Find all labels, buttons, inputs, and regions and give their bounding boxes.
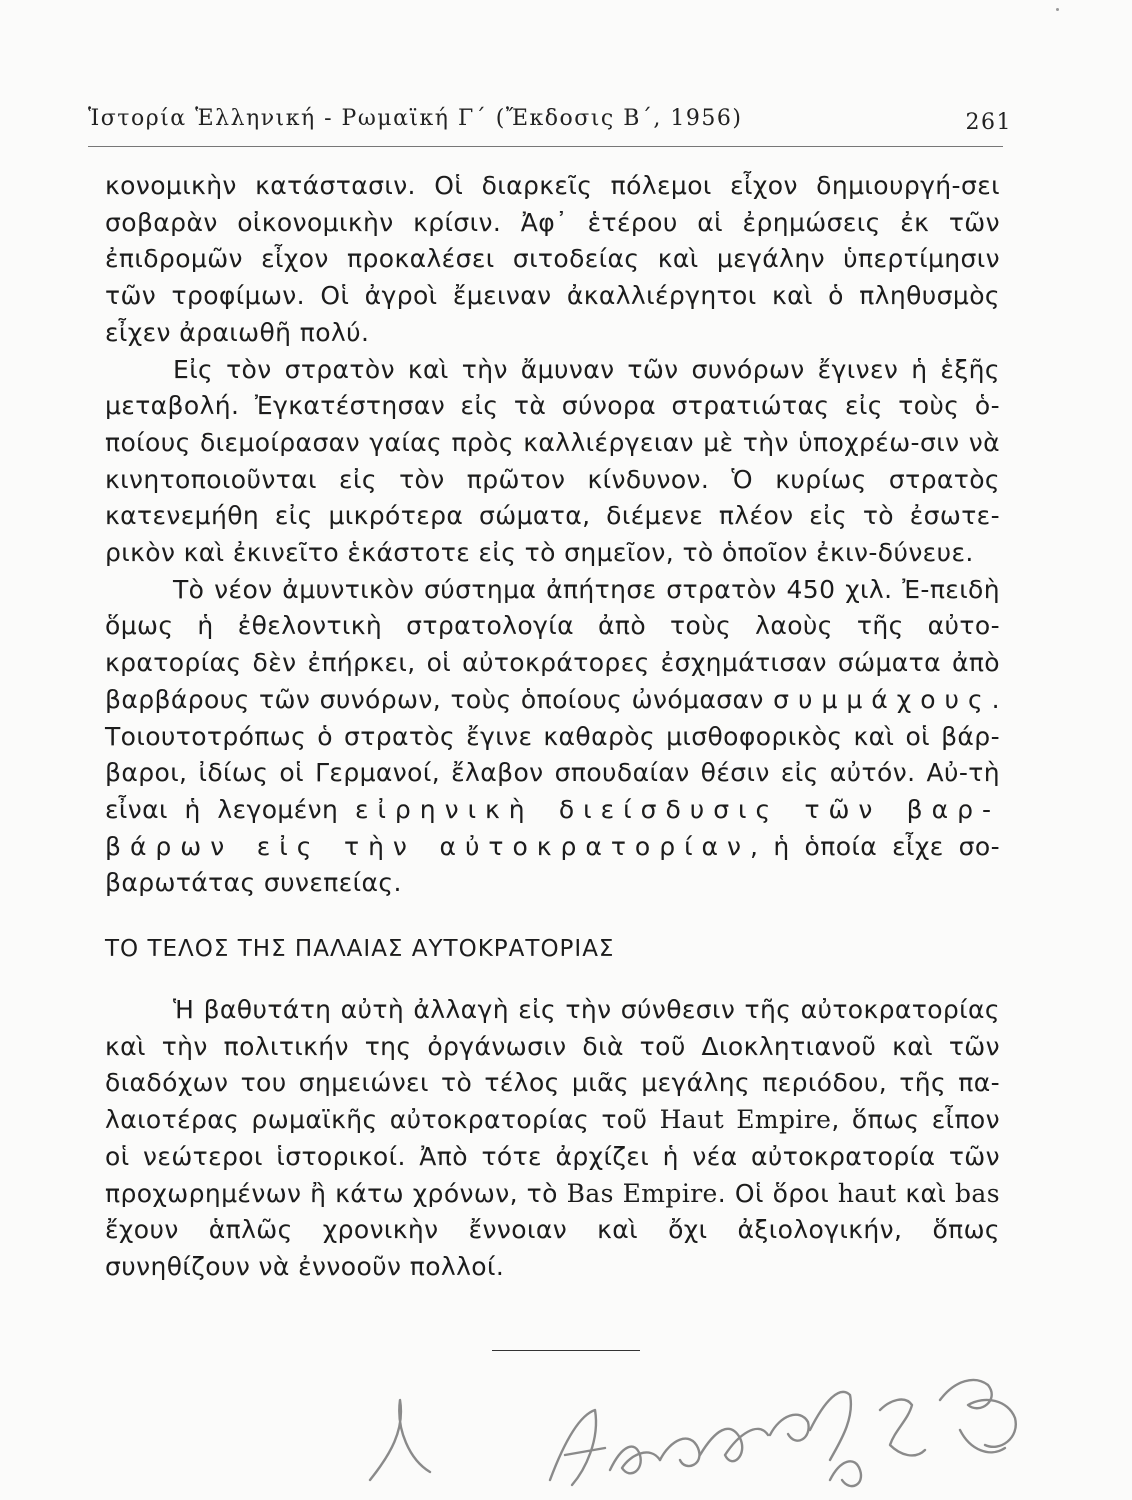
emphasis-symmachous: συμμάχους [773,684,992,714]
paragraph-3-part-1: Τὸ νέον ἀμυντικὸν σύστημα ἀπήτησε στρατὸν 450 χιλ. Ἐ-πειδὴ ὅμως ἡ ἐθελοντικὴ στρατολογία ἀπὸ τοὺς λαοὺς τῆς αὐτο-κρατορίας δὲν ἐπήρκει, οἱ αὐτοκράτορες ἐσχημάτισαν σώματα ἀπὸ βαρβάρους τῶν συνόρων, τοὺς ὁποίους ὠνόμασαν [105,574,1000,714]
paragraph-1: κονομικὴν κατάστασιν. Οἱ διαρκεῖς πόλεμοι εἶχον δημιουργή-σει σοβαρὰν οἰκονομικὴν κρίσιν. Ἀφ᾽ ἑτέρου αἱ ἐρημώσεις ἐκ τῶν ἐπιδρομῶν εἶχον προκαλέσει σιτοδείας καὶ μεγάλην ὑπερτίμησιν τῶν τροφίμων. Οἱ ἀγροὶ ἔμειναν ἀκαλλιέργητοι καὶ ὁ πληθυσμὸς εἶχεν ἀραιωθῆ πολύ. [105,171,1000,347]
latin-haut: haut [837,1178,897,1208]
end-rule [492,1350,640,1351]
page-number: 261 [965,110,1012,135]
latin-bas: bas [955,1178,1000,1208]
paragraph-3-part-3: , ἡ ὁποία εἶχε σο-βαρωτάτας συνεπείας. [105,831,1001,898]
paragraph-4-part-3: . Οἱ ὅροι [717,1178,830,1208]
section-heading: ΤΟ ΤΕΛΟΣ ΤΗΣ ΠΑΛΑΙΑΣ ΑΥΤΟΚΡΑΤΟΡΙΑΣ [105,936,615,962]
emphasis-eirenike-dieisdysis: εἰρηνικὴ διείσδυσις τῶν βαρ-βάρων εἰς τὴν αὐτοκρατορίαν [105,794,1000,861]
body-text-bottom [105,992,1000,1286]
running-head-title: Ἱστορία Ἑλληνική - Ρωμαϊκή Γ΄ (Ἔκδοσις Β΄, 1956) [88,106,743,131]
latin-bas-empire: Bas Empire [566,1178,718,1208]
running-head [88,100,1012,140]
header-rule [88,146,1003,147]
handwritten-signature [360,1360,1060,1500]
latin-haut-empire: Haut Empire [659,1105,832,1135]
paragraph-4-part-4: καὶ [905,1178,947,1208]
paragraph-4-part-2: , ὅπως εἶπον οἱ νεώτεροι ἱστορικοί. Ἀπὸ τότε ἀρχίζει ἡ νέα αὐτοκρατορία τῶν προχωρημένων ἢ κάτω χρόνων, τὸ [105,1105,1000,1208]
paragraph-4-part-1: Ἡ βαθυτάτη αὐτὴ ἀλλαγὴ εἰς τὴν σύνθεσιν τῆς αὐτοκρατορίας καὶ τὴν πολιτικήν της ὀργάνωσιν διὰ τοῦ Διοκλητιανοῦ καὶ τῶν διαδόχων του σημειώνει τὸ τέλος μιᾶς μεγάλης περιόδου, τῆς πα-λαιοτέρας ρωμαϊκῆς αὐτοκρατορίας τοῦ [105,995,1000,1135]
body-text-top [105,168,1000,902]
paragraph-4 [105,992,1000,1286]
dust-speck [1056,8,1059,11]
paragraph-3-part-2: . Τοιουτοτρόπως ὁ στρατὸς ἔγινε καθαρὸς μισθοφορικὸς καὶ οἱ βάρ-βαροι, ἰδίως οἱ Γερμανοί, ἔλαβον σπουδαίαν θέσιν εἰς αὐτόν. Αὐ-τὴ εἶναι ἡ λεγομένη [105,684,1000,824]
paragraph-4-part-5: ἔχουν ἁπλῶς χρονικὴν ἔννοιαν καὶ ὄχι ἀξιολογικήν, ὅπως συνηθίζουν νὰ ἐννοοῦν πολλοί. [105,1215,1000,1281]
paragraph-3 [105,572,1000,902]
paragraph-2: Εἰς τὸν στρατὸν καὶ τὴν ἄμυναν τῶν συνόρων ἔγινεν ἡ ἑξῆς μεταβολή. Ἐγκατέστησαν εἰς τὰ σύνορα στρατιώτας εἰς τοὺς ὁ-ποίους διεμοίρασαν γαίας πρὸς καλλιέργειαν μὲ τὴν ὑποχρέω-σιν νὰ κινητοποιοῦνται εἰς τὸν πρῶτον κίνδυνον. Ὁ κυρίως στρατὸς κατενεμήθη εἰς μικρότερα σώματα, διέμενε πλέον εἰς τὸ ἐσωτε-ρικὸν καὶ ἐκινεῖτο ἑκάστοτε εἰς τὸ σημεῖον, τὸ ὁποῖον ἐκιν-δύνευε. [105,354,1000,568]
